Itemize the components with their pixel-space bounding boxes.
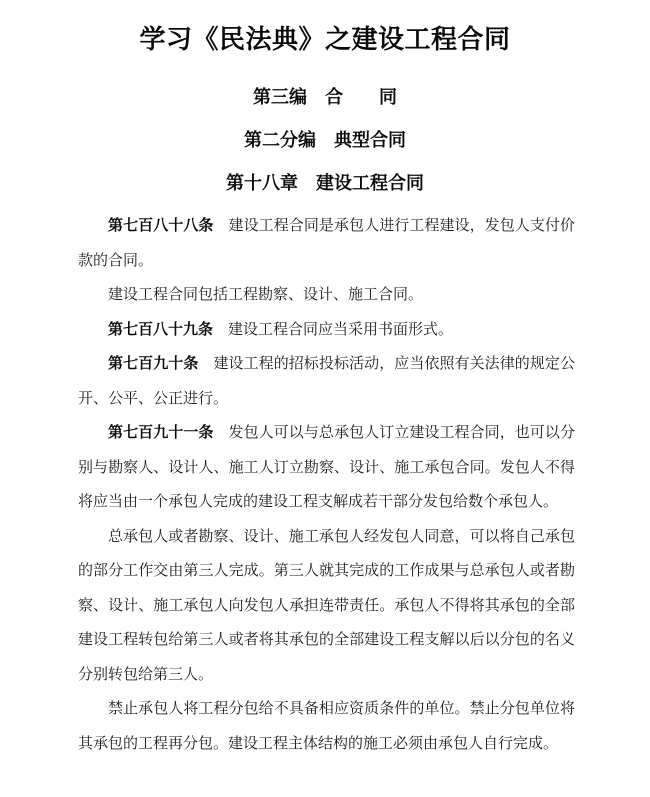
paragraph-article-791-2 — [78, 520, 575, 693]
paragraph-text: 发包人可以与总承包人订立建设工程合同，也可以分别与勘察人、设计人、施工人订立勘察、设计、施工承包合同。发包人不得将应当由一个承包人完成的建设工程支解成若干部分发包给数个承包人。 — [78, 425, 575, 510]
article-number-790: 第七百九十条 — [108, 355, 199, 372]
paragraph-text: 禁止承包人将工程分包给不具备相应资质条件的单位。禁止分包单位将其承包的工程再分包。建设工程主体结构的施工必须由承包人自行完成。 — [78, 701, 575, 752]
paragraph-text: 建设工程的招标投标活动，应当依照有关法律的规定公开、公平、公正进行。 — [78, 356, 575, 407]
paragraph-text: 总承包人或者勘察、设计、施工承包人经发包人同意，可以将自己承包的部分工作交由第三人完成。第三人就其完成的工作成果与总承包人或者勘察、设计、施工承包人向发包人承担连带责任。承包人不得将其承包的全部建设工程转包给第三人或者将其承包的全部建设工程支解以后以分包的名义分别转包给第三人。 — [78, 528, 575, 683]
paragraph-article-791-1 — [78, 416, 575, 520]
paragraph-article-790 — [78, 347, 575, 416]
paragraph-text: 建设工程合同包括工程勘察、设计、施工合同。 — [108, 287, 424, 303]
paragraph-article-788-1 — [78, 209, 575, 278]
article-number-791: 第七百九十一条 — [108, 424, 214, 441]
paragraph-text: 建设工程合同应当采用书面形式。 — [213, 321, 454, 338]
paragraph-article-788-2 — [78, 278, 575, 313]
heading-subpart: 第二分编 典型合同 — [244, 130, 406, 150]
heading-part: 第三编 合 同 — [253, 87, 397, 107]
document-title: 学习《民法典》之建设工程合同 — [139, 24, 511, 54]
article-number-788: 第七百八十八条 — [108, 217, 214, 234]
paragraph-article-789 — [78, 313, 575, 348]
heading-chapter: 第十八章 建设工程合同 — [226, 173, 424, 193]
article-number-789: 第七百八十九条 — [108, 320, 214, 338]
document-body — [0, 209, 650, 761]
paragraph-text: 建设工程合同是承包人进行工程建设，发包人支付价款的合同。 — [78, 218, 575, 269]
paragraph-article-791-3 — [78, 692, 575, 761]
